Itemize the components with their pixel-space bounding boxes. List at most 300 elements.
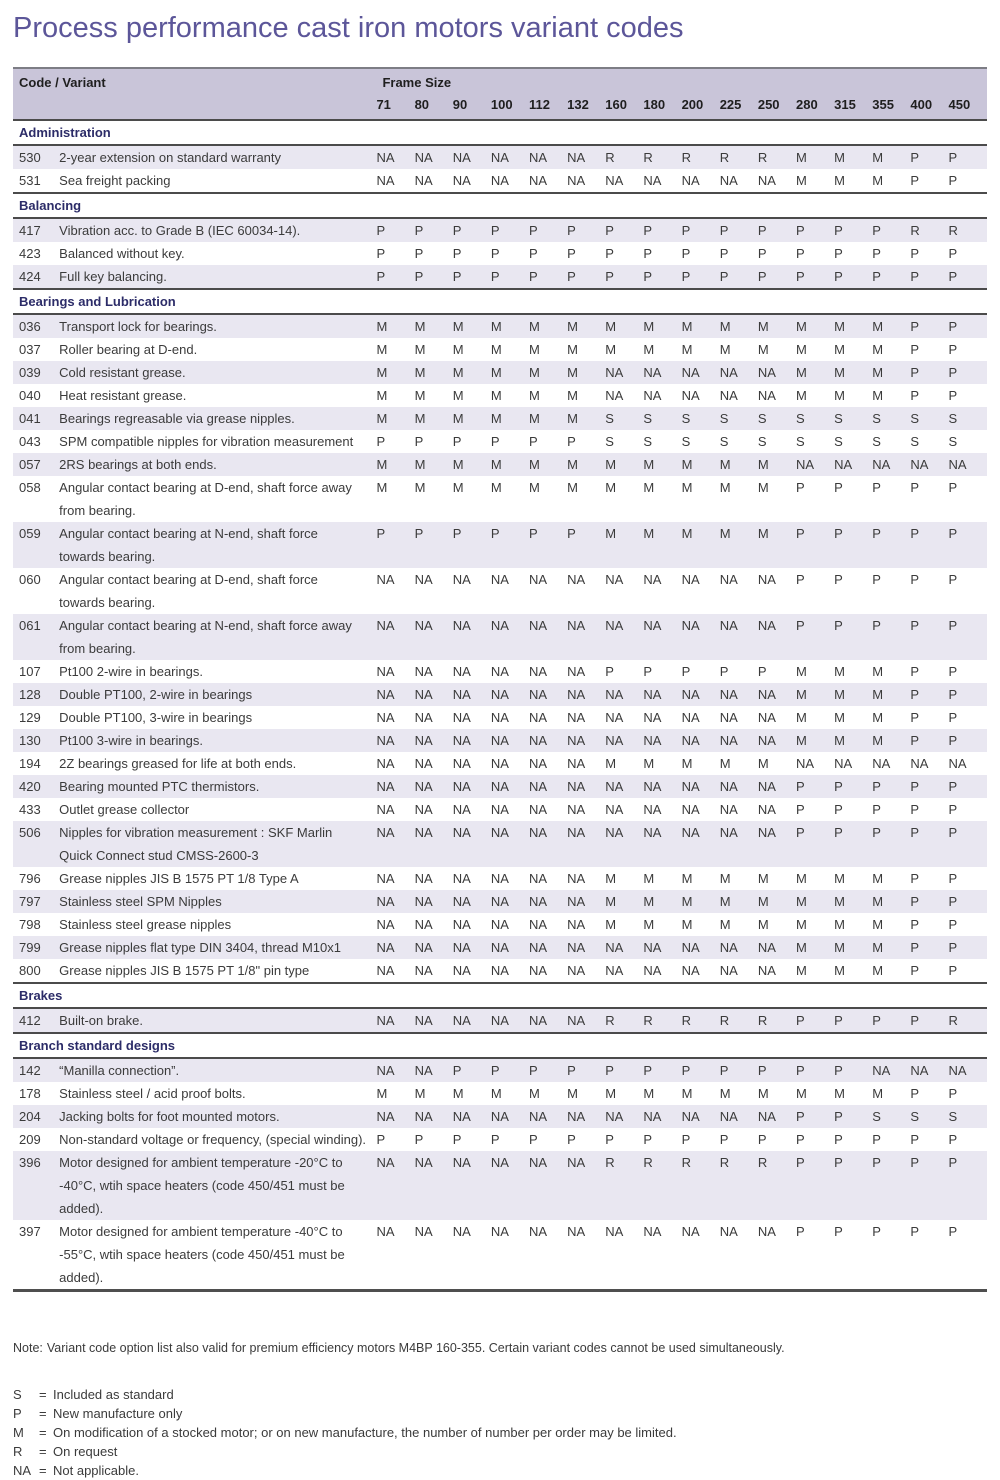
table-row: [13, 821, 987, 867]
code-cell: 397: [13, 1220, 57, 1291]
value-cell: NA: [643, 959, 681, 983]
legend-key: NA: [13, 1463, 32, 1478]
value-cell: P: [453, 218, 491, 242]
value-cell: NA: [453, 729, 491, 752]
value-cell: M: [643, 913, 681, 936]
value-cell: M: [796, 660, 834, 683]
value-cell: P: [910, 821, 948, 867]
value-cell: NA: [491, 775, 529, 798]
value-cell: NA: [567, 706, 605, 729]
value-cell: NA: [720, 361, 758, 384]
table-row: [13, 798, 987, 821]
value-cell: P: [453, 265, 491, 289]
value-cell: NA: [529, 706, 567, 729]
table-row: [13, 775, 987, 798]
value-cell: M: [796, 683, 834, 706]
description-cell: Non-standard voltage or frequency, (special winding).: [57, 1128, 376, 1151]
value-cell: NA: [453, 959, 491, 983]
value-cell: M: [758, 476, 796, 522]
value-cell: P: [910, 265, 948, 289]
value-cell: P: [834, 775, 872, 798]
value-cell: M: [415, 314, 453, 338]
value-cell: M: [872, 867, 910, 890]
value-cell: NA: [682, 169, 720, 193]
frame-size-column-header: 225: [720, 94, 758, 120]
value-cell: NA: [376, 867, 414, 890]
code-cell: 061: [13, 614, 57, 660]
code-cell: 128: [13, 683, 57, 706]
value-cell: NA: [491, 660, 529, 683]
code-cell: 058: [13, 476, 57, 522]
value-cell: P: [949, 706, 987, 729]
value-cell: P: [376, 522, 414, 568]
value-cell: P: [415, 1128, 453, 1151]
value-cell: NA: [605, 821, 643, 867]
value-cell: NA: [567, 867, 605, 890]
value-cell: P: [529, 265, 567, 289]
value-cell: NA: [415, 752, 453, 775]
value-cell: M: [567, 384, 605, 407]
value-cell: P: [949, 936, 987, 959]
value-cell: R: [605, 1008, 643, 1033]
value-cell: NA: [643, 775, 681, 798]
value-cell: NA: [453, 936, 491, 959]
value-cell: NA: [529, 821, 567, 867]
description-cell: Grease nipples JIS B 1575 PT 1/8" pin type: [57, 959, 376, 983]
value-cell: P: [949, 338, 987, 361]
value-cell: M: [758, 913, 796, 936]
value-cell: M: [643, 453, 681, 476]
legend-text: Not applicable.: [53, 1463, 139, 1478]
code-cell: 531: [13, 169, 57, 193]
value-cell: M: [834, 683, 872, 706]
code-cell: 396: [13, 1151, 57, 1220]
value-cell: R: [758, 1151, 796, 1220]
value-cell: P: [605, 1128, 643, 1151]
value-cell: NA: [529, 1151, 567, 1220]
value-cell: NA: [567, 568, 605, 614]
value-cell: NA: [605, 706, 643, 729]
value-cell: NA: [605, 384, 643, 407]
table-row: [13, 361, 987, 384]
legend-item: [13, 1423, 987, 1442]
table-row: [13, 384, 987, 407]
description-cell: Motor designed for ambient temperature -20°C to -40°C, wtih space heaters (code 450/451 must be added).: [57, 1151, 376, 1220]
value-cell: M: [643, 338, 681, 361]
value-cell: NA: [529, 1105, 567, 1128]
value-cell: M: [872, 729, 910, 752]
value-cell: NA: [491, 1220, 529, 1291]
value-cell: S: [872, 1105, 910, 1128]
value-cell: M: [682, 867, 720, 890]
value-cell: NA: [453, 706, 491, 729]
value-cell: M: [376, 1082, 414, 1105]
value-cell: S: [605, 430, 643, 453]
value-cell: P: [949, 1151, 987, 1220]
value-cell: S: [720, 430, 758, 453]
value-cell: NA: [643, 1105, 681, 1128]
value-cell: P: [720, 1128, 758, 1151]
frame-size-column-header: 250: [758, 94, 796, 120]
description-cell: Angular contact bearing at D-end, shaft force towards bearing.: [57, 568, 376, 614]
code-cell: 417: [13, 218, 57, 242]
value-cell: M: [529, 407, 567, 430]
value-cell: M: [415, 361, 453, 384]
value-cell: P: [949, 384, 987, 407]
value-cell: P: [872, 775, 910, 798]
value-cell: M: [834, 913, 872, 936]
value-cell: NA: [529, 752, 567, 775]
value-cell: NA: [720, 614, 758, 660]
value-cell: P: [910, 568, 948, 614]
value-cell: NA: [415, 821, 453, 867]
value-cell: M: [529, 1082, 567, 1105]
value-cell: P: [682, 265, 720, 289]
value-cell: M: [834, 867, 872, 890]
value-cell: M: [872, 706, 910, 729]
value-cell: P: [415, 242, 453, 265]
value-cell: P: [682, 218, 720, 242]
value-cell: NA: [415, 775, 453, 798]
value-cell: M: [872, 145, 910, 169]
value-cell: NA: [453, 1008, 491, 1033]
value-cell: M: [567, 1082, 605, 1105]
value-cell: P: [491, 430, 529, 453]
value-cell: M: [643, 867, 681, 890]
value-cell: P: [949, 1220, 987, 1291]
value-cell: M: [491, 314, 529, 338]
value-cell: M: [834, 361, 872, 384]
value-cell: NA: [949, 453, 987, 476]
value-cell: P: [834, 265, 872, 289]
value-cell: P: [720, 242, 758, 265]
value-cell: M: [376, 476, 414, 522]
value-cell: M: [491, 453, 529, 476]
frame-size-column-header: 280: [796, 94, 834, 120]
table-row: [13, 614, 987, 660]
value-cell: M: [605, 867, 643, 890]
description-cell: Transport lock for bearings.: [57, 314, 376, 338]
value-cell: NA: [758, 936, 796, 959]
value-cell: P: [453, 522, 491, 568]
code-cell: 107: [13, 660, 57, 683]
value-cell: S: [872, 430, 910, 453]
value-cell: NA: [529, 1220, 567, 1291]
value-cell: M: [834, 314, 872, 338]
value-cell: S: [605, 407, 643, 430]
frame-size-column-header: 160: [605, 94, 643, 120]
value-cell: NA: [491, 1008, 529, 1033]
value-cell: P: [910, 1082, 948, 1105]
value-cell: P: [910, 145, 948, 169]
value-cell: P: [834, 798, 872, 821]
section-header-row: [13, 289, 987, 314]
value-cell: NA: [376, 959, 414, 983]
legend-item: [13, 1442, 987, 1461]
value-cell: NA: [415, 890, 453, 913]
value-cell: P: [910, 706, 948, 729]
value-cell: M: [796, 706, 834, 729]
value-cell: P: [910, 1151, 948, 1220]
value-cell: P: [720, 218, 758, 242]
value-cell: R: [682, 145, 720, 169]
description-cell: Bearing mounted PTC thermistors.: [57, 775, 376, 798]
value-cell: NA: [376, 1058, 414, 1082]
frame-size-column-header: 315: [834, 94, 872, 120]
value-cell: NA: [910, 1058, 948, 1082]
value-cell: M: [872, 959, 910, 983]
value-cell: NA: [643, 729, 681, 752]
legend-key: P: [13, 1406, 22, 1421]
value-cell: M: [720, 890, 758, 913]
description-cell: Pt100 3-wire in bearings.: [57, 729, 376, 752]
value-cell: R: [910, 218, 948, 242]
value-cell: NA: [376, 145, 414, 169]
value-cell: P: [796, 265, 834, 289]
value-cell: NA: [758, 729, 796, 752]
value-cell: M: [682, 913, 720, 936]
value-cell: NA: [567, 936, 605, 959]
value-cell: P: [567, 430, 605, 453]
value-cell: P: [834, 821, 872, 867]
value-cell: NA: [758, 1105, 796, 1128]
value-cell: NA: [415, 1008, 453, 1033]
value-cell: M: [529, 314, 567, 338]
value-cell: NA: [567, 1105, 605, 1128]
value-cell: NA: [758, 361, 796, 384]
value-cell: P: [910, 959, 948, 983]
value-cell: NA: [415, 729, 453, 752]
value-cell: M: [872, 361, 910, 384]
value-cell: P: [872, 821, 910, 867]
value-cell: M: [682, 476, 720, 522]
value-cell: NA: [453, 752, 491, 775]
value-cell: NA: [567, 1008, 605, 1033]
table-row: [13, 314, 987, 338]
value-cell: M: [415, 338, 453, 361]
value-cell: NA: [376, 752, 414, 775]
value-cell: NA: [643, 706, 681, 729]
code-cell: 037: [13, 338, 57, 361]
description-cell: Stainless steel SPM Nipples: [57, 890, 376, 913]
value-cell: NA: [834, 453, 872, 476]
description-cell: Bearings regreasable via grease nipples.: [57, 407, 376, 430]
value-cell: M: [605, 453, 643, 476]
description-cell: Double PT100, 3-wire in bearings: [57, 706, 376, 729]
value-cell: M: [605, 338, 643, 361]
table-row: [13, 145, 987, 169]
value-cell: NA: [529, 959, 567, 983]
value-cell: P: [796, 821, 834, 867]
table-row: [13, 660, 987, 683]
legend-text: On modification of a stocked motor; or on new manufacture, the number of number per order may be limited.: [53, 1425, 677, 1440]
code-cell: 142: [13, 1058, 57, 1082]
value-cell: NA: [415, 1105, 453, 1128]
description-cell: SPM compatible nipples for vibration measurement: [57, 430, 376, 453]
value-cell: P: [376, 265, 414, 289]
value-cell: M: [758, 314, 796, 338]
value-cell: M: [605, 1082, 643, 1105]
value-cell: M: [567, 314, 605, 338]
value-cell: M: [872, 890, 910, 913]
value-cell: R: [643, 1008, 681, 1033]
value-cell: NA: [453, 798, 491, 821]
description-cell: Sea freight packing: [57, 169, 376, 193]
value-cell: NA: [529, 614, 567, 660]
value-cell: M: [376, 338, 414, 361]
value-cell: P: [453, 242, 491, 265]
value-cell: M: [682, 314, 720, 338]
value-cell: NA: [529, 729, 567, 752]
description-cell: 2-year extension on standard warranty: [57, 145, 376, 169]
description-cell: Motor designed for ambient temperature -40°C to -55°C, wtih space heaters (code 450/451 must be added).: [57, 1220, 376, 1291]
value-cell: P: [682, 242, 720, 265]
code-cell: 059: [13, 522, 57, 568]
value-cell: NA: [758, 568, 796, 614]
legend-equals: =: [39, 1444, 47, 1459]
value-cell: P: [910, 683, 948, 706]
code-cell: 129: [13, 706, 57, 729]
table-row: [13, 706, 987, 729]
value-cell: P: [910, 476, 948, 522]
value-cell: NA: [376, 775, 414, 798]
value-cell: M: [720, 913, 758, 936]
value-cell: NA: [567, 169, 605, 193]
value-cell: M: [872, 936, 910, 959]
value-cell: NA: [682, 614, 720, 660]
value-cell: M: [796, 913, 834, 936]
value-cell: NA: [605, 1220, 643, 1291]
value-cell: P: [949, 476, 987, 522]
value-cell: P: [605, 265, 643, 289]
value-cell: M: [376, 361, 414, 384]
value-cell: NA: [529, 660, 567, 683]
table-row: [13, 936, 987, 959]
value-cell: NA: [720, 568, 758, 614]
value-cell: M: [376, 453, 414, 476]
value-cell: NA: [682, 729, 720, 752]
value-cell: M: [567, 453, 605, 476]
description-cell: Outlet grease collector: [57, 798, 376, 821]
value-cell: P: [796, 1105, 834, 1128]
value-cell: P: [910, 522, 948, 568]
value-cell: NA: [453, 913, 491, 936]
frame-size-column-header: 400: [910, 94, 948, 120]
value-cell: P: [491, 1128, 529, 1151]
value-cell: NA: [682, 936, 720, 959]
value-cell: M: [796, 338, 834, 361]
value-cell: P: [872, 1128, 910, 1151]
value-cell: P: [834, 1220, 872, 1291]
value-cell: P: [834, 242, 872, 265]
value-cell: NA: [605, 169, 643, 193]
value-cell: S: [643, 430, 681, 453]
value-cell: NA: [758, 614, 796, 660]
value-cell: NA: [643, 568, 681, 614]
value-cell: P: [758, 242, 796, 265]
value-cell: NA: [605, 959, 643, 983]
value-cell: NA: [491, 936, 529, 959]
value-cell: P: [834, 218, 872, 242]
table-row: [13, 752, 987, 775]
value-cell: NA: [415, 683, 453, 706]
value-cell: P: [491, 522, 529, 568]
section-title: Brakes: [13, 983, 987, 1008]
value-cell: NA: [491, 614, 529, 660]
value-cell: NA: [453, 1220, 491, 1291]
value-cell: M: [834, 890, 872, 913]
description-cell: Full key balancing.: [57, 265, 376, 289]
value-cell: M: [834, 169, 872, 193]
value-cell: NA: [376, 706, 414, 729]
code-cell: 798: [13, 913, 57, 936]
value-cell: M: [872, 683, 910, 706]
code-cell: 130: [13, 729, 57, 752]
description-cell: Angular contact bearing at N-end, shaft force away from bearing.: [57, 614, 376, 660]
value-cell: M: [872, 169, 910, 193]
value-cell: P: [720, 265, 758, 289]
value-cell: P: [453, 1128, 491, 1151]
value-cell: NA: [415, 614, 453, 660]
value-cell: S: [949, 407, 987, 430]
value-cell: P: [949, 683, 987, 706]
value-cell: S: [910, 407, 948, 430]
value-cell: P: [796, 1151, 834, 1220]
value-cell: M: [682, 1082, 720, 1105]
frame-size-column-header: 200: [682, 94, 720, 120]
value-cell: P: [682, 660, 720, 683]
code-cell: 178: [13, 1082, 57, 1105]
value-cell: NA: [491, 568, 529, 614]
value-cell: M: [834, 959, 872, 983]
value-cell: S: [872, 407, 910, 430]
value-cell: NA: [453, 145, 491, 169]
value-cell: P: [872, 568, 910, 614]
value-cell: M: [796, 361, 834, 384]
value-cell: P: [796, 775, 834, 798]
value-cell: M: [796, 384, 834, 407]
value-cell: P: [910, 169, 948, 193]
value-cell: P: [949, 913, 987, 936]
value-cell: P: [949, 821, 987, 867]
value-cell: M: [834, 384, 872, 407]
value-cell: M: [415, 1082, 453, 1105]
value-cell: NA: [491, 821, 529, 867]
description-cell: Pt100 2-wire in bearings.: [57, 660, 376, 683]
value-cell: M: [453, 453, 491, 476]
value-cell: P: [949, 660, 987, 683]
value-cell: NA: [491, 867, 529, 890]
value-cell: R: [643, 1151, 681, 1220]
value-cell: M: [834, 660, 872, 683]
value-cell: NA: [682, 683, 720, 706]
value-cell: P: [720, 1058, 758, 1082]
section-title: Administration: [13, 120, 987, 145]
value-cell: NA: [453, 660, 491, 683]
value-cell: P: [872, 1008, 910, 1033]
description-cell: “Manilla connection”.: [57, 1058, 376, 1082]
value-cell: NA: [643, 821, 681, 867]
value-cell: P: [376, 1128, 414, 1151]
value-cell: M: [491, 476, 529, 522]
description-cell: Angular contact bearing at D-end, shaft force away from bearing.: [57, 476, 376, 522]
value-cell: P: [720, 660, 758, 683]
value-cell: NA: [376, 1151, 414, 1220]
code-variant-header: Code / Variant: [13, 68, 376, 94]
value-cell: P: [796, 614, 834, 660]
value-cell: R: [720, 145, 758, 169]
value-cell: M: [567, 338, 605, 361]
